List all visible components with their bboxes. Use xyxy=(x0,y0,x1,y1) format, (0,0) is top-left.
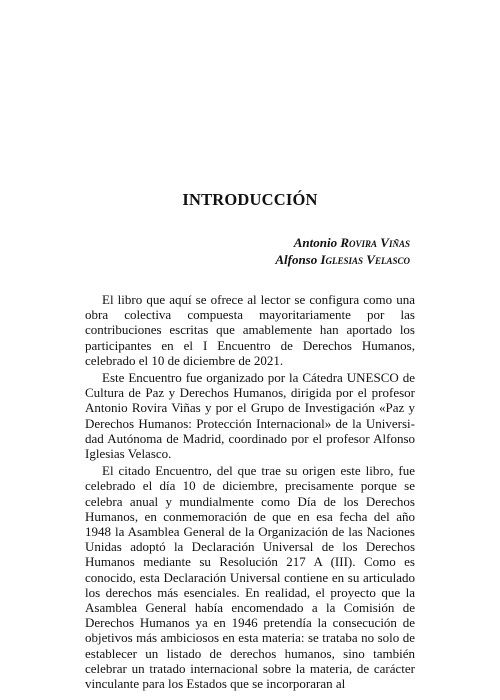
paragraph: Este Encuentro fue organizado por la Cátedra UNESCO de Cultura de Paz y Derechos Humanos, dirigida por el profesor Antonio Rovira Viñas y por el Grupo de Investigación «Paz y Derechos Humanos: Protección Internacional» de la Universidad Autónoma de Madrid, coordinado por el profesor Alfonso Iglesias Velasco. xyxy=(85,370,415,462)
author-line xyxy=(275,251,410,268)
paragraph: El citado Encuentro, del que trae su origen este libro, fue celebrado el día 10 de diciembre, precisamente porque se celebra anual y mundialmente como Día de los Derechos Humanos, en conmemoración de que en esa fecha del año 1948 la Asamblea General de la Organización de las Naciones Unidas adoptó la Declaración Universal de los Derechos Humanos mediante su Resolución 217 A (III). Como es conocido, esta Declaración Universal contiene en su articulado los derechos más esenciales. En realidad, el proyecto que la Asamblea General había encomendado a la Comisión de Derechos Humanos ya en 1946 pretendía la consecución de objetivos más ambiciosos en esta materia: se trataba no solo de establecer un listado de derechos humanos, sino también celebrar un tratado internacional sobre la materia, de carácter vinculante para los Estados que se incorporaran al xyxy=(85,463,415,692)
chapter-title: INTRODUCCIÓN xyxy=(182,190,318,209)
author-list xyxy=(275,234,410,268)
author-first-name: Alfonso xyxy=(275,252,318,267)
author-last-name: Rovira Viñas xyxy=(340,235,410,250)
paragraph: El libro que aquí se ofrece al lector se configura como una obra colectiva compuesta mayoritariamente por las contribuciones escritas que amablemente han aportado los participantes en el I Encuentro de Derechos Humanos, celebrado el 10 de diciembre de 2021. xyxy=(85,292,415,368)
author-first-name: Antonio xyxy=(293,235,338,250)
author-last-name: Iglesias Velasco xyxy=(320,252,410,267)
body-text xyxy=(85,292,415,693)
author-line xyxy=(275,234,410,251)
